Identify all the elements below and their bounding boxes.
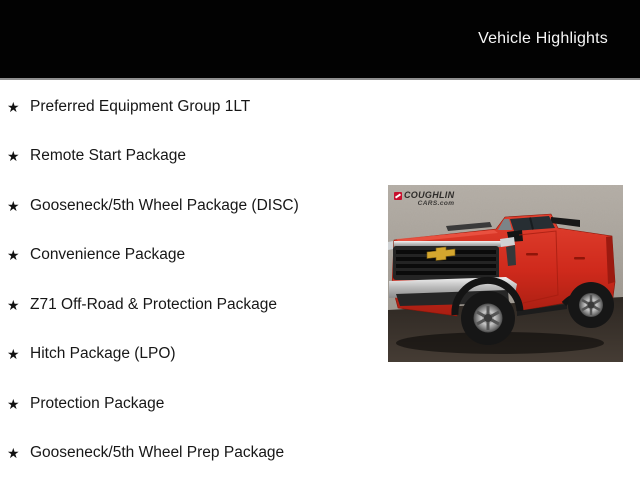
star-bullet-icon: ★ bbox=[7, 148, 20, 165]
star-bullet-icon: ★ bbox=[7, 395, 20, 412]
vehicle-highlights-list bbox=[0, 82, 388, 478]
highlight-item bbox=[0, 231, 388, 281]
page-title: Vehicle Highlights bbox=[478, 30, 608, 47]
door-handle bbox=[526, 253, 538, 256]
rear-wheel bbox=[568, 282, 614, 328]
highlight-label: Convenience Package bbox=[30, 246, 186, 264]
highlight-label: Hitch Package (LPO) bbox=[30, 345, 176, 363]
star-bullet-icon: ★ bbox=[7, 346, 20, 363]
highlight-item bbox=[0, 429, 388, 479]
door-handle bbox=[574, 257, 585, 260]
star-bullet-icon: ★ bbox=[7, 247, 20, 264]
star-bullet-icon: ★ bbox=[7, 445, 20, 462]
dealer-logo-icon bbox=[394, 192, 402, 200]
headlight-left bbox=[388, 241, 393, 250]
star-bullet-icon: ★ bbox=[7, 98, 20, 115]
star-bullet-icon: ★ bbox=[7, 296, 20, 313]
highlight-item bbox=[0, 379, 388, 429]
highlight-label: Remote Start Package bbox=[30, 147, 186, 165]
highlight-item bbox=[0, 280, 388, 330]
highlight-label: Gooseneck/5th Wheel Prep Package bbox=[30, 444, 285, 462]
truck-illustration bbox=[388, 185, 623, 362]
dealer-name: COUGHLIN bbox=[404, 190, 455, 200]
highlight-label: Preferred Equipment Group 1LT bbox=[30, 97, 251, 115]
highlight-item bbox=[0, 181, 388, 231]
highlight-item bbox=[0, 132, 388, 182]
header-bar bbox=[0, 0, 640, 80]
highlight-item bbox=[0, 330, 388, 380]
front-wheel bbox=[461, 291, 515, 345]
dealer-site: CARS.com bbox=[417, 200, 455, 207]
vehicle-photo bbox=[388, 185, 623, 362]
dealer-watermark bbox=[394, 191, 454, 208]
highlight-item bbox=[0, 82, 388, 132]
highlight-label: Protection Package bbox=[30, 394, 165, 412]
highlight-label: Gooseneck/5th Wheel Package (DISC) bbox=[30, 196, 299, 214]
highlight-label: Z71 Off-Road & Protection Package bbox=[30, 295, 277, 313]
star-bullet-icon: ★ bbox=[7, 197, 20, 214]
